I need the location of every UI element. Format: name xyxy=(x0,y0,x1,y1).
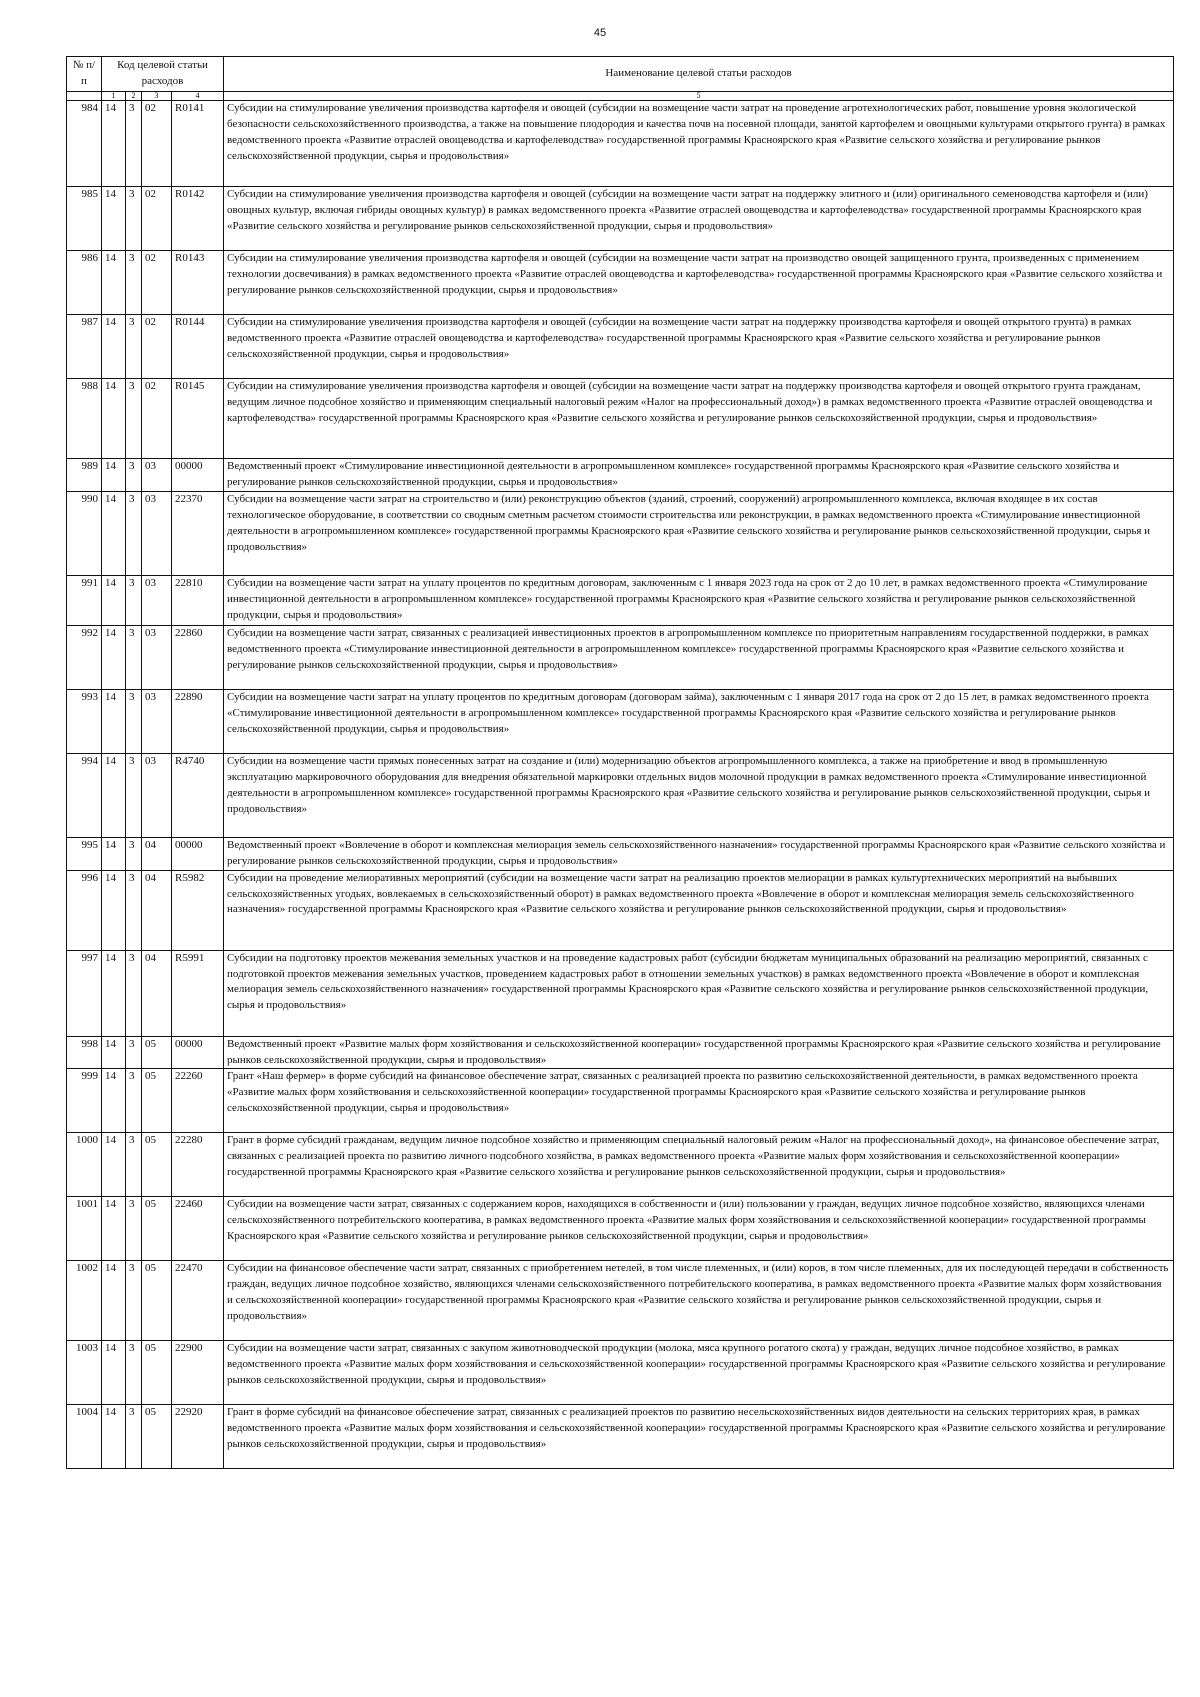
code-part-4: R4740 xyxy=(172,753,224,837)
code-part-1: 14 xyxy=(102,1405,126,1469)
code-part-3: 05 xyxy=(142,1133,172,1197)
header-code-group: Код целевой статьи расходов xyxy=(102,57,224,92)
expense-name: Ведомственный проект «Развитие малых форм хозяйствования и сельскохозяйственной кооперации» государственной программы Красноярского края «Развитие сельского хозяйства и регулирование рынков сельскохозяйственной продукции, сырья и продовольствия» xyxy=(224,1036,1174,1069)
code-part-3: 05 xyxy=(142,1036,172,1069)
expense-name: Субсидии на возмещение части прямых понесенных затрат на создание и (или) модернизацию объектов агропромышленного комплекса, а также на приобретение и ввод в промышленную эксплуатацию маркировочного оборудования для внедрения обязательной маркировки отдельных видов молочной продукции в рамках ведомственного проекта «Стимулирование инвестиционной деятельности в агропромышленном комплексе» государственной программы Красноярского края «Развитие сельского хозяйства и регулирование рынков сельскохозяйственной продукции, сырья и продовольствия» xyxy=(224,753,1174,837)
code-part-3: 02 xyxy=(142,379,172,459)
row-number: 996 xyxy=(67,870,102,950)
code-part-1: 14 xyxy=(102,1069,126,1133)
code-part-1: 14 xyxy=(102,625,126,689)
table-row xyxy=(67,1069,1174,1133)
code-part-2: 3 xyxy=(126,379,142,459)
expense-name: Субсидии на финансовое обеспечение части затрат, связанных с приобретением нетелей, в том числе племенных, и (или) коров, в том числе племенных, для их последующей передачи в собственность граждан, ведущих личное подсобное хозяйство, являющихся членами сельскохозяйственного потребительского кооператива, в рамках ведомственного проекта «Развитие малых форм хозяйствования и сельскохозяйственной кооперации» государственной программы Красноярского края «Развитие сельского хозяйства и регулирование рынков сельскохозяйственной продукции, сырья и продовольствия» xyxy=(224,1261,1174,1341)
table-row xyxy=(67,753,1174,837)
table-row xyxy=(67,837,1174,870)
table-row xyxy=(67,459,1174,492)
code-part-1: 14 xyxy=(102,315,126,379)
table-row xyxy=(67,187,1174,251)
row-number: 1003 xyxy=(67,1341,102,1405)
code-part-2: 3 xyxy=(126,491,142,575)
table-row xyxy=(67,1405,1174,1469)
table-row xyxy=(67,625,1174,689)
expense-name: Грант в форме субсидий гражданам, ведущим личное подсобное хозяйство и применяющим специальный налоговый режим «Налог на профессиональный доход», на финансовое обеспечение затрат, связанных с реализацией проекта по развитию личного подсобного хозяйства, в рамках ведомственного проекта «Развитие малых форм хозяйствования и сельскохозяйственной кооперации» государственной программы Красноярского края «Развитие сельского хозяйства и регулирование рынков сельскохозяйственной продукции, сырья и продовольствия» xyxy=(224,1133,1174,1197)
code-part-1: 14 xyxy=(102,1036,126,1069)
row-number: 997 xyxy=(67,950,102,1036)
table-body xyxy=(67,101,1174,1469)
header-index-2: 2 xyxy=(126,92,142,101)
expense-name: Ведомственный проект «Стимулирование инвестиционной деятельности в агропромышленном комплексе» государственной программы Красноярского края «Развитие сельского хозяйства и регулирование рынков сельскохозяйственной продукции, сырья и продовольствия» xyxy=(224,459,1174,492)
table-row xyxy=(67,1036,1174,1069)
code-part-4: R0142 xyxy=(172,187,224,251)
code-part-2: 3 xyxy=(126,1069,142,1133)
row-number: 986 xyxy=(67,251,102,315)
row-number: 988 xyxy=(67,379,102,459)
row-number: 990 xyxy=(67,491,102,575)
table-row xyxy=(67,1133,1174,1197)
expense-name: Субсидии на возмещение части затрат на уплату процентов по кредитным договорам, заключенным с 1 января 2023 года на срок от 2 до 10 лет, в рамках ведомственного проекта «Стимулирование инвестиционной деятельности в агропромышленном комплексе» государственной программы Красноярского края «Развитие сельского хозяйства и регулирование рынков сельскохозяйственной продукции, сырья и продовольствия» xyxy=(224,575,1174,625)
code-part-4: 22810 xyxy=(172,575,224,625)
code-part-1: 14 xyxy=(102,459,126,492)
table-row xyxy=(67,575,1174,625)
header-index-5: 5 xyxy=(224,92,1174,101)
code-part-1: 14 xyxy=(102,1133,126,1197)
code-part-4: R0144 xyxy=(172,315,224,379)
table-row xyxy=(67,379,1174,459)
code-part-2: 3 xyxy=(126,625,142,689)
code-part-1: 14 xyxy=(102,101,126,187)
code-part-2: 3 xyxy=(126,251,142,315)
code-part-4: R0143 xyxy=(172,251,224,315)
row-number: 991 xyxy=(67,575,102,625)
code-part-4: 22370 xyxy=(172,491,224,575)
code-part-3: 05 xyxy=(142,1341,172,1405)
code-part-1: 14 xyxy=(102,379,126,459)
row-number: 1000 xyxy=(67,1133,102,1197)
code-part-1: 14 xyxy=(102,1197,126,1261)
code-part-4: 22280 xyxy=(172,1133,224,1197)
code-part-2: 3 xyxy=(126,1341,142,1405)
code-part-3: 03 xyxy=(142,625,172,689)
code-part-4: 00000 xyxy=(172,459,224,492)
expense-name: Субсидии на стимулирование увеличения производства картофеля и овощей (субсидии на возмещение части затрат на поддержку элитного и (или) оригинального семеноводства картофеля и (или) овощных культур, включая гибриды овощных культур) в рамках ведомственного проекта «Развитие отраслей овощеводства и картофелеводства» государственной программы Красноярского края «Развитие сельского хозяйства и регулирование рынков сельскохозяйственной продукции, сырья и продовольствия» xyxy=(224,187,1174,251)
row-number: 1001 xyxy=(67,1197,102,1261)
header-index-4: 4 xyxy=(172,92,224,101)
code-part-3: 03 xyxy=(142,459,172,492)
table-row xyxy=(67,251,1174,315)
code-part-2: 3 xyxy=(126,753,142,837)
code-part-1: 14 xyxy=(102,575,126,625)
row-number: 993 xyxy=(67,689,102,753)
row-number: 995 xyxy=(67,837,102,870)
table-row xyxy=(67,491,1174,575)
code-part-4: 22890 xyxy=(172,689,224,753)
code-part-4: 22920 xyxy=(172,1405,224,1469)
header-name: Наименование целевой статьи расходов xyxy=(224,57,1174,92)
table-row xyxy=(67,950,1174,1036)
table-row xyxy=(67,1261,1174,1341)
code-part-3: 02 xyxy=(142,315,172,379)
code-part-4: 00000 xyxy=(172,837,224,870)
code-part-4: R0145 xyxy=(172,379,224,459)
expense-name: Субсидии на стимулирование увеличения производства картофеля и овощей (субсидии на возмещение части затрат на производство овощей защищенного грунта, произведенных с применением технологии досвечивания) в рамках ведомственного проекта «Развитие отраслей овощеводства и картофелеводства» государственной программы Красноярского края «Развитие сельского хозяйства и регулирование рынков сельскохозяйственной продукции, сырья и продовольствия» xyxy=(224,251,1174,315)
code-part-2: 3 xyxy=(126,837,142,870)
table-row xyxy=(67,315,1174,379)
code-part-1: 14 xyxy=(102,491,126,575)
code-part-4: R5982 xyxy=(172,870,224,950)
code-part-2: 3 xyxy=(126,187,142,251)
code-part-4: 22460 xyxy=(172,1197,224,1261)
code-part-3: 02 xyxy=(142,101,172,187)
code-part-4: 22260 xyxy=(172,1069,224,1133)
code-part-3: 05 xyxy=(142,1405,172,1469)
row-number: 999 xyxy=(67,1069,102,1133)
expense-name: Субсидии на возмещение части затрат на строительство и (или) реконструкцию объектов (зданий, строений, сооружений) агропромышленного комплекса, включая входящее в их состав технологическое оборудование, в соответствии со сводным сметным расчетом стоимости строительства или реконструкции, в рамках ведомственного проекта «Стимулирование инвестиционной деятельности в агропромышленном комплексе» государственной программы Красноярского края «Развитие сельского хозяйства и регулирование рынков сельскохозяйственной продукции, сырья и продовольствия» xyxy=(224,491,1174,575)
table-row xyxy=(67,1341,1174,1405)
page-number: 45 xyxy=(593,27,607,39)
code-part-2: 3 xyxy=(126,870,142,950)
table-row xyxy=(67,870,1174,950)
row-number: 987 xyxy=(67,315,102,379)
code-part-4: R5991 xyxy=(172,950,224,1036)
code-part-1: 14 xyxy=(102,251,126,315)
code-part-2: 3 xyxy=(126,315,142,379)
code-part-1: 14 xyxy=(102,689,126,753)
budget-codes-table xyxy=(66,56,1174,1469)
table-row xyxy=(67,689,1174,753)
expense-name: Грант в форме субсидий на финансовое обеспечение затрат, связанных с реализацией проектов по развитию несельскохозяйственных видов деятельности на сельских территориях края, в рамках ведомственного проекта «Развитие малых форм хозяйствования и сельскохозяйственной кооперации» государственной программы Красноярского края «Развитие сельского хозяйства и регулирование рынков сельскохозяйственной продукции, сырья и продовольствия» xyxy=(224,1405,1174,1469)
expense-name: Грант «Наш фермер» в форме субсидий на финансовое обеспечение затрат, связанных с реализацией проекта по развитию сельскохозяйственной деятельности, в рамках ведомственного проекта «Развитие малых форм хозяйствования и сельскохозяйственной кооперации» государственной программы Красноярского края «Развитие сельского хозяйства и регулирование рынков сельскохозяйственной продукции, сырья и продовольствия» xyxy=(224,1069,1174,1133)
expense-name: Субсидии на стимулирование увеличения производства картофеля и овощей (субсидии на возмещение части затрат на поддержку производства картофеля и овощей открытого грунта гражданам, ведущим личное подсобное хозяйство и применяющим специальный налоговый режим «Налог на профессиональный доход») в рамках ведомственного проекта «Развитие отраслей овощеводства и картофелеводства» государственной программы Красноярского края «Развитие сельского хозяйства и регулирование рынков сельскохозяйственной продукции, сырья и продовольствия» xyxy=(224,379,1174,459)
code-part-3: 05 xyxy=(142,1261,172,1341)
code-part-2: 3 xyxy=(126,1036,142,1069)
code-part-3: 02 xyxy=(142,251,172,315)
code-part-2: 3 xyxy=(126,950,142,1036)
header-index-1: 1 xyxy=(102,92,126,101)
code-part-1: 14 xyxy=(102,1341,126,1405)
code-part-3: 05 xyxy=(142,1197,172,1261)
row-number: 992 xyxy=(67,625,102,689)
expense-name: Субсидии на возмещение части затрат, связанных с закупом животноводческой продукции (молока, мяса крупного рогатого скота) у граждан, ведущих личное подсобное хозяйство, в рамках ведомственного проекта «Развитие малых форм хозяйствования и сельскохозяйственной кооперации» государственной программы Красноярского края «Развитие сельского хозяйства и регулирование рынков сельскохозяйственной продукции, сырья и продовольствия» xyxy=(224,1341,1174,1405)
code-part-3: 03 xyxy=(142,575,172,625)
expense-name: Субсидии на стимулирование увеличения производства картофеля и овощей (субсидии на возмещение части затрат на поддержку производства картофеля и овощей открытого грунта) в рамках ведомственного проекта «Развитие отраслей овощеводства и картофелеводства» государственной программы Красноярского края «Развитие сельского хозяйства и регулирование рынков сельскохозяйственной продукции, сырья и продовольствия» xyxy=(224,315,1174,379)
code-part-4: 22470 xyxy=(172,1261,224,1341)
row-number: 989 xyxy=(67,459,102,492)
code-part-2: 3 xyxy=(126,689,142,753)
code-part-2: 3 xyxy=(126,101,142,187)
code-part-4: 22860 xyxy=(172,625,224,689)
code-part-4: R0141 xyxy=(172,101,224,187)
row-number: 1004 xyxy=(67,1405,102,1469)
code-part-3: 03 xyxy=(142,491,172,575)
expense-name: Субсидии на подготовку проектов межевания земельных участков и на проведение кадастровых работ (субсидии бюджетам муниципальных образований на реализацию мероприятий, связанных с подготовкой проектов межевания земельных участков, проведением кадастровых работ в отношении земельных участков) в рамках ведомственного проекта «Вовлечение в оборот и комплексная мелиорация земель сельскохозяйственного назначения» государственной программы Красноярского края «Развитие сельского хозяйства и регулирование рынков сельскохозяйственной продукции, сырья и продовольствия» xyxy=(224,950,1174,1036)
row-number: 1002 xyxy=(67,1261,102,1341)
code-part-3: 04 xyxy=(142,950,172,1036)
code-part-3: 05 xyxy=(142,1069,172,1133)
expense-name: Ведомственный проект «Вовлечение в оборот и комплексная мелиорация земель сельскохозяйственного назначения» государственной программы Красноярского края «Развитие сельского хозяйства и регулирование рынков сельскохозяйственной продукции, сырья и продовольствия» xyxy=(224,837,1174,870)
header-index-blank xyxy=(67,92,102,101)
code-part-2: 3 xyxy=(126,1133,142,1197)
header-num: № п/п xyxy=(67,57,102,92)
code-part-3: 03 xyxy=(142,689,172,753)
expense-name: Субсидии на возмещение части затрат, связанных с реализацией инвестиционных проектов в агропромышленном комплексе по приоритетным направлениям государственной поддержки, в рамках ведомственного проекта «Стимулирование инвестиционной деятельности в агропромышленном комплексе» государственной программы Красноярского края «Развитие сельского хозяйства и регулирование рынков сельскохозяйственной продукции, сырья и продовольствия» xyxy=(224,625,1174,689)
table-row xyxy=(67,1197,1174,1261)
expense-name: Субсидии на проведение мелиоративных мероприятий (субсидии на возмещение части затрат на реализацию проектов мелиорации в рамках культуртехнических мероприятий на выбывших сельскохозяйственных угодьях, вовлекаемых в сельскохозяйственный оборот) в рамках ведомственного проекта «Вовлечение в оборот и комплексная мелиорация земель сельскохозяйственного назначения» государственной программы Красноярского края «Развитие сельского хозяйства и регулирование рынков сельскохозяйственной продукции, сырья и продовольствия» xyxy=(224,870,1174,950)
table-row xyxy=(67,101,1174,187)
code-part-1: 14 xyxy=(102,1261,126,1341)
code-part-1: 14 xyxy=(102,753,126,837)
row-number: 994 xyxy=(67,753,102,837)
code-part-3: 02 xyxy=(142,187,172,251)
row-number: 984 xyxy=(67,101,102,187)
row-number: 985 xyxy=(67,187,102,251)
code-part-3: 04 xyxy=(142,870,172,950)
code-part-2: 3 xyxy=(126,459,142,492)
expense-name: Субсидии на возмещение части затрат, связанных с содержанием коров, находящихся в собственности и (или) пользовании у граждан, ведущих личное подсобное хозяйство, являющихся членами сельскохозяйственного потребительского кооператива, в рамках ведомственного проекта «Развитие малых форм хозяйствования и сельскохозяйственной кооперации» государственной программы Красноярского края «Развитие сельского хозяйства и регулирование рынков сельскохозяйственной продукции, сырья и продовольствия» xyxy=(224,1197,1174,1261)
code-part-1: 14 xyxy=(102,950,126,1036)
code-part-4: 22900 xyxy=(172,1341,224,1405)
code-part-3: 03 xyxy=(142,753,172,837)
code-part-1: 14 xyxy=(102,837,126,870)
code-part-3: 04 xyxy=(142,837,172,870)
code-part-2: 3 xyxy=(126,1261,142,1341)
expense-name: Субсидии на возмещение части затрат на уплату процентов по кредитным договорам (договорам займа), заключенным с 1 января 2017 года на срок от 2 до 15 лет, в рамках ведомственного проекта «Стимулирование инвестиционной деятельности в агропромышленном комплексе» государственной программы Красноярского края «Развитие сельского хозяйства и регулирование рынков сельскохозяйственной продукции, сырья и продовольствия» xyxy=(224,689,1174,753)
code-part-2: 3 xyxy=(126,1197,142,1261)
row-number: 998 xyxy=(67,1036,102,1069)
header-index-3: 3 xyxy=(142,92,172,101)
code-part-1: 14 xyxy=(102,187,126,251)
expense-name: Субсидии на стимулирование увеличения производства картофеля и овощей (субсидии на возмещение части затрат на проведение агротехнологических работ, повышение уровня экологической безопасности сельскохозяйственного производства, а также на повышение плодородия и качества почв на посевной площади, занятой картофелем и овощными культурами открытого грунта) в рамках ведомственного проекта «Развитие отраслей овощеводства и картофелеводства» государственной программы Красноярского края «Развитие сельского хозяйства и регулирование рынков сельскохозяйственной продукции, сырья и продовольствия» xyxy=(224,101,1174,187)
code-part-2: 3 xyxy=(126,1405,142,1469)
code-part-2: 3 xyxy=(126,575,142,625)
code-part-1: 14 xyxy=(102,870,126,950)
code-part-4: 00000 xyxy=(172,1036,224,1069)
